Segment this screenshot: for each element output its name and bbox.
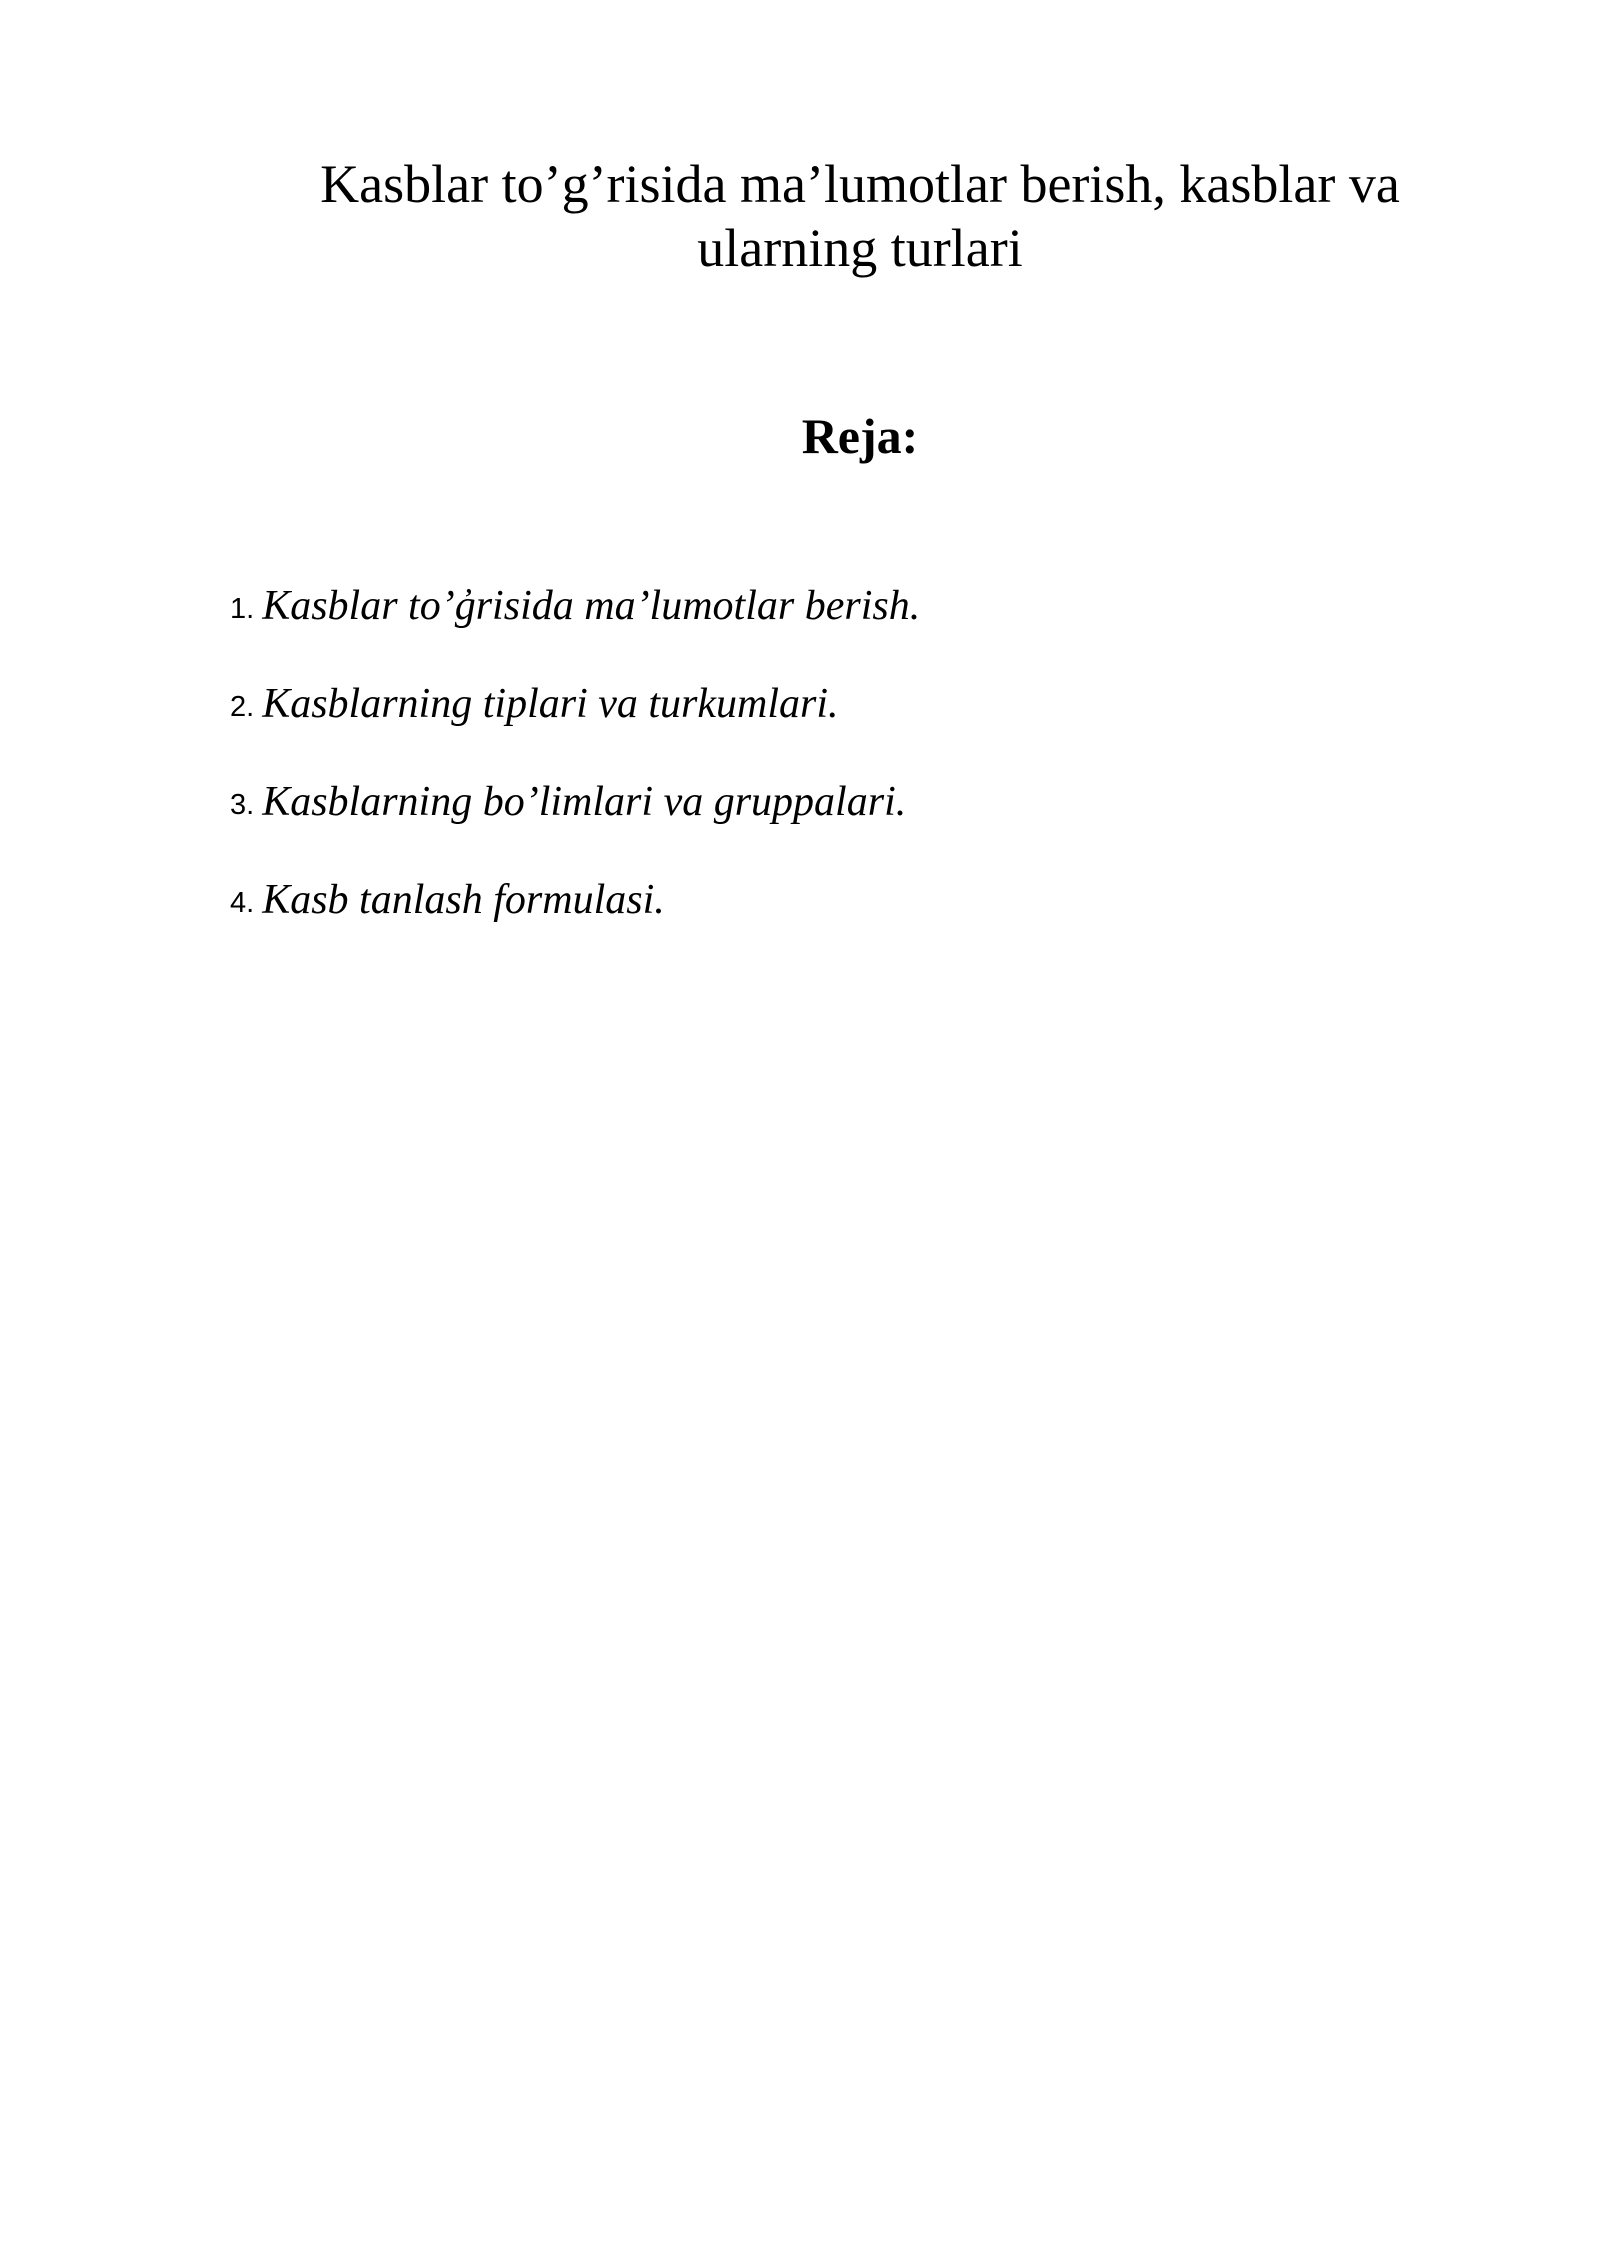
plan-item-text: Kasblar to’g̓risida ma’lumotlar berish.	[262, 583, 921, 629]
plan-item-number: 4.	[230, 887, 255, 919]
plan-list	[230, 578, 920, 970]
plan-item-text: Kasblarning bo’limlari va gruppalari.	[262, 779, 907, 825]
plan-item-text: Kasb tanlash formulasi.	[262, 877, 665, 923]
plan-item-text: Kasblarning tiplari va turkumlari.	[262, 681, 839, 727]
title-line-2: ularning turlari	[697, 218, 1023, 278]
plan-item-4	[230, 872, 920, 970]
plan-item-number: 1.	[230, 593, 255, 625]
plan-item-number: 2.	[230, 691, 255, 723]
document-title	[230, 152, 1490, 280]
plan-item-1	[230, 578, 920, 676]
plan-heading: Reja:	[801, 408, 919, 464]
plan-item-2	[230, 676, 920, 774]
plan-item-number: 3.	[230, 789, 255, 821]
plan-item-3	[230, 774, 920, 872]
title-line-1: Kasblar to’g’risida ma’lumotlar berish, kasblar va	[320, 154, 1400, 214]
